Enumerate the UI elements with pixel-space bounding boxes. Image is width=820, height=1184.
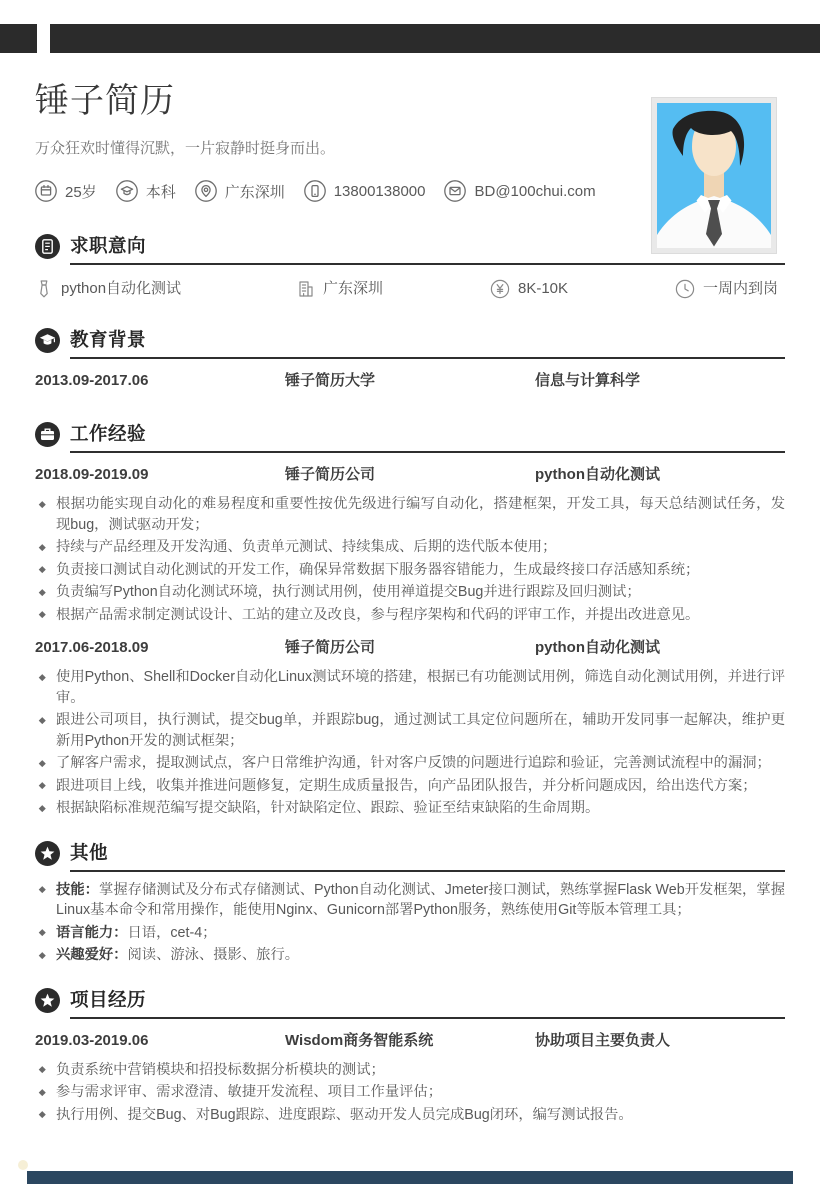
skill-text: 掌握存储测试及分布式存储测试、Python自动化测试、Jmeter接口测试，熟练掌握Flask Web开发框架，掌握Linux基本命令和常用操作，能使用Nginx、Gunicorn部署Python服务，熟练使用Git等版本管理工具；: [56, 881, 786, 918]
section-header: [35, 422, 785, 453]
section-header: [35, 988, 785, 1019]
list-item: 负责编写Python自动化测试环境，执行测试用例，使用禅道提交Bug并进行跟踪及回归测试；: [35, 582, 785, 603]
list-item: 参与需求评审、需求澄清、敏捷开发流程、项目工作量评估；: [35, 1082, 785, 1103]
resume-motto: 万众狂欢时懂得沉默，一片寂静时挺身而出。: [35, 140, 336, 157]
job-position: python自动化测试: [535, 639, 660, 656]
project-role: 协助项目主要负责人: [535, 1031, 671, 1049]
list-item: [35, 880, 785, 921]
section-education: [35, 328, 785, 392]
contact-phone: [304, 180, 426, 202]
contact-email-text: BD@100chui.com: [474, 182, 596, 200]
email-icon: [444, 180, 466, 202]
list-item: 跟进项目上线，收集并推进问题修复，定期生成质量报告，向产品团队报告，并分析问题成因，给出迭代方案；: [35, 776, 785, 797]
project-period: 2019.03-2019.06: [35, 1031, 149, 1049]
intent-availability: 一周内到岗: [675, 278, 785, 300]
intent-city: 广东深圳: [296, 278, 490, 300]
education-school: 锤子简历大学: [285, 372, 376, 389]
section-title: 教育背景: [70, 328, 785, 359]
phone-icon: [304, 180, 326, 202]
contact-phone-text: 13800138000: [333, 182, 426, 200]
section-header: [35, 328, 785, 359]
section-header: [35, 841, 785, 872]
section-project: [35, 988, 785, 1126]
language-text: 日语，cet-4；: [127, 924, 217, 941]
skill-label: 技能：: [56, 881, 100, 898]
briefcase-icon: [35, 422, 60, 447]
intent-position: python自动化测试: [35, 278, 296, 300]
avatar-illustration: [657, 103, 771, 248]
education-major: 信息与计算科学: [535, 372, 641, 389]
job-period: 2017.06-2018.09: [35, 639, 149, 656]
contact-location: [195, 180, 285, 202]
contact-age-text: 25岁: [65, 183, 97, 201]
contact-age: [35, 180, 97, 202]
job-intent-row: [35, 278, 785, 300]
project-bullets: [35, 1060, 785, 1126]
list-item: 负责接口测试自动化测试的开发工作，确保异常数据下服务器容错能力，生成最终接口存活感知系统；: [35, 560, 785, 581]
list-item: 根据产品需求制定测试设计、工站的建立及改良，参与程序架构和代码的评审工作，并提出改进意见。: [35, 605, 785, 626]
contact-email: [444, 180, 595, 202]
salary-icon: [490, 279, 510, 299]
star-badge-icon: [35, 988, 60, 1013]
list-item: [35, 945, 785, 966]
calendar-icon: [35, 180, 57, 202]
list-item: 执行用例、提交Bug、对Bug跟踪、进度跟踪、驱动开发人员完成Bug闭环，编写测试报告。: [35, 1105, 785, 1126]
section-title: 项目经历: [70, 988, 785, 1019]
top-decoration: [0, 24, 820, 53]
section-title: 工作经验: [70, 422, 785, 453]
top-bar: [50, 24, 820, 53]
contact-degree-text: 本科: [145, 183, 176, 201]
job-bullets: [35, 667, 785, 819]
list-item: 使用Python、Shell和Docker自动化Linux测试环境的搭建，根据已有功能测试用例，筛选自动化测试用例，并进行评审。: [35, 667, 785, 708]
list-item: 负责系统中营销模块和招投标数据分析模块的测试；: [35, 1060, 785, 1081]
contact-degree: [116, 180, 176, 202]
contact-location-text: 广东深圳: [224, 183, 285, 201]
list-item: 持续与产品经理及开发沟通、负责单元测试、持续集成、后期的迭代版本使用；: [35, 537, 785, 558]
resume-name: 锤子简历: [35, 82, 175, 120]
building-icon: [296, 279, 315, 299]
top-left-block: [0, 24, 37, 53]
footer-accent-dot: [18, 1160, 28, 1170]
education-row: [35, 370, 785, 392]
graduation-cap-icon: [35, 328, 60, 353]
tie-icon: [35, 279, 53, 299]
hobby-text: 阅读、游泳、摄影、旅行。: [127, 947, 300, 963]
section-title: 求职意向: [70, 234, 785, 265]
project-header-row: [35, 1030, 785, 1052]
section-title: 其他: [70, 841, 785, 872]
clock-icon: [675, 279, 695, 299]
job-company: 锤子简历公司: [285, 466, 376, 483]
degree-icon: [116, 180, 138, 202]
resume-doc-icon: [35, 234, 60, 259]
list-item: 了解客户需求，提取测试点，客户日常维护沟通，针对客户反馈的问题进行追踪和验证，完善测试流程中的漏洞；: [35, 753, 785, 774]
other-bullets: [35, 880, 785, 966]
job-header-row: [35, 464, 785, 486]
section-work: [35, 422, 785, 819]
location-icon: [195, 180, 217, 202]
intent-salary: 8K-10K: [490, 278, 675, 300]
job-period: 2018.09-2019.09: [35, 466, 149, 483]
list-item: [35, 923, 785, 944]
avatar: [651, 97, 777, 254]
project-name: Wisdom商务智能系统: [285, 1031, 434, 1049]
list-item: 根据功能实现自动化的难易程度和重要性按优先级进行编写自动化，搭建框架，开发工具，每天总结测试任务，发现bug，测试驱动开发；: [35, 494, 785, 535]
language-label: 语言能力：: [56, 924, 128, 941]
job-header-row: [35, 637, 785, 659]
list-item: 跟进公司项目，执行测试，提交bug单，并跟踪bug，通过测试工具定位问题所在，辅助开发同事一起解决，维护更新用Python开发的测试框架；: [35, 710, 785, 751]
hobby-label: 兴趣爱好：: [56, 947, 128, 963]
job-bullets: [35, 494, 785, 625]
list-item: 根据缺陷标准规范编写提交缺陷，针对缺陷定位、跟踪、验证至结束缺陷的生命周期。: [35, 798, 785, 819]
job-company: 锤子简历公司: [285, 639, 376, 656]
star-badge-icon: [35, 841, 60, 866]
job-position: python自动化测试: [535, 466, 660, 483]
section-other: [35, 841, 785, 966]
footer-bar: [27, 1171, 793, 1184]
education-period: 2013.09-2017.06: [35, 372, 149, 389]
